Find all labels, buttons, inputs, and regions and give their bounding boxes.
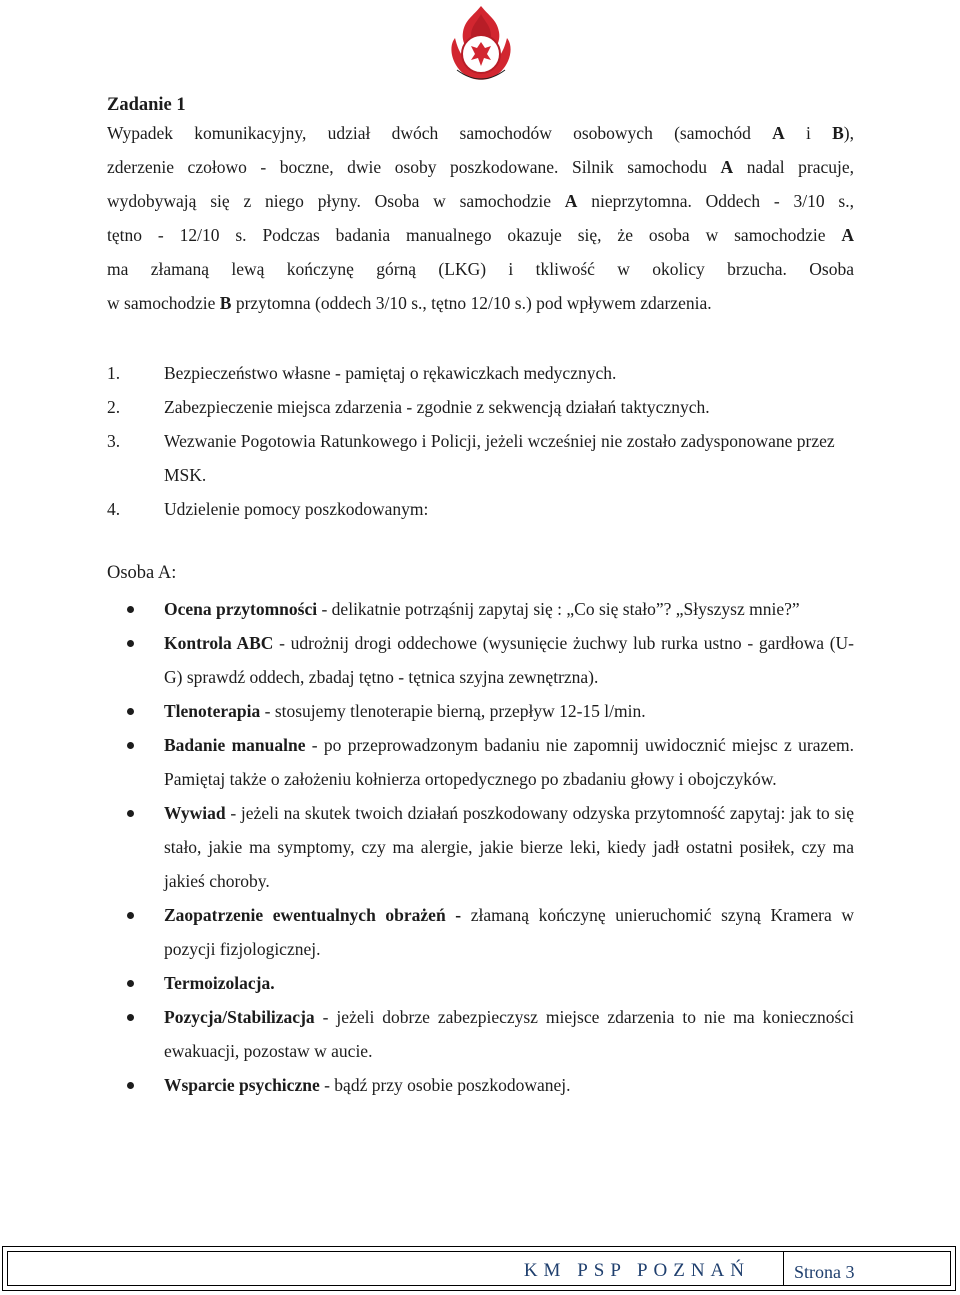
vehicle-label: B [832,123,844,143]
description-text: wydobywają się z niego płyny. Osoba w samochodzie [107,191,565,211]
description-text: przytomna (oddech 3/10 s., tętno 12/10 s.) pod wpływem zdarzenia. [231,293,712,313]
fire-service-emblem-icon [443,4,519,86]
person-a-actions-list [107,592,854,1102]
fire-service-logo [443,4,519,86]
description-line [107,218,854,252]
action-title: Pozycja/Stabilizacja [164,1007,315,1027]
description-line [107,252,854,286]
action-text: - udrożnij drogi oddechowe (wysunięcie żuchwy lub rurka ustno - gardłowa (U-G) sprawdź oddech, zbadaj tętno - tętnica szyjna zewnętrzna). [164,633,854,687]
step-item [107,356,854,390]
action-item [107,966,854,1000]
description-line [107,286,854,320]
action-title: Tlenoterapia [164,701,261,721]
action-item [107,796,854,898]
vehicle-label: B [219,293,232,313]
vehicle-label: A [841,225,854,245]
vehicle-label: A [720,157,734,177]
vehicle-label: A [772,123,785,143]
description-line [107,184,854,218]
step-text: Bezpieczeństwo własne - pamiętaj o rękawiczkach medycznych. [164,363,617,383]
step-number: 2. [107,397,121,417]
bullet-icon [127,606,134,613]
action-title: Zaopatrzenie ewentualnych obrażeń - [164,905,462,925]
action-item [107,1068,854,1102]
step-text: Udzielenie pomocy poszkodowanym: [164,499,429,519]
action-text: - delikatnie potrząśnij zapytaj się : „Co się stało”? „Słyszysz mnie?” [317,599,800,619]
description-text: w samochodzie [107,293,220,313]
action-item [107,592,854,626]
description-text: i [784,123,833,143]
action-text: - stosujemy tlenoterapie bierną, przepływ 12-15 l/min. [260,701,646,721]
step-item [107,390,854,424]
action-text: - bądź przy osobie poszkodowanej. [319,1075,571,1095]
description-text: Wypadek komunikacyjny, udział dwóch samochodów osobowych (samochód [107,123,773,143]
action-text: - po przeprowadzonym badaniu nie zapomnij uwidocznić miejsc z urazem. Pamiętaj także o założeniu kołnierza ortopedycznego po zbadaniu głowy i obojczyków. [164,735,854,789]
action-item [107,626,854,694]
task-description [107,116,854,320]
bullet-icon [127,742,134,749]
action-item [107,1000,854,1068]
step-item [107,424,854,492]
action-title: Kontrola ABC [164,633,274,653]
task-title: Zadanie 1 [107,95,186,115]
action-text: - jeżeli na skutek twoich działań poszkodowany odzyska przytomność zapytaj: jak to się stało, jakie ma symptomy, czy ma alergie, jakie bierze leki, kiedy jadł ostatni posiłek, czy ma jakieś choroby. [164,803,854,891]
step-number: 3. [107,431,121,451]
description-text: nieprzytomna. Oddech - 3/10 s., [577,191,854,211]
description-text: ma złamaną lewą kończynę górną (LKG) i tkliwość w okolicy brzucha. Osoba [107,259,854,279]
footer-brand: KM PSP POZNAŃ [523,1260,750,1281]
step-text: Zabezpieczenie miejsca zdarzenia - zgodnie z sekwencją działań taktycznych. [164,397,710,417]
action-title: Wywiad [164,803,226,823]
action-title: Termoizolacja. [164,973,275,993]
action-title: Wsparcie psychiczne [164,1075,320,1095]
bullet-icon [127,1082,134,1089]
action-item [107,728,854,796]
description-line [107,116,854,150]
action-item [107,694,854,728]
person-a-title: Osoba A: [107,563,177,583]
step-number: 1. [107,363,121,383]
step-text: Wezwanie Pogotowia Ratunkowego i Policji, jeżeli wcześniej nie zostało zadysponowane przez MSK. [164,431,835,485]
description-text: tętno - 12/10 s. Podczas badania manualnego okazuje się, że osoba w samochodzie [107,225,842,245]
step-item [107,492,854,526]
bullet-icon [127,1014,134,1021]
vehicle-label: A [564,191,578,211]
description-line [107,150,854,184]
action-title: Ocena przytomności [164,599,318,619]
step-number: 4. [107,499,121,519]
bullet-icon [127,810,134,817]
bullet-icon [127,980,134,987]
description-text: nadal pracuje, [733,157,855,177]
description-text: ), [843,123,854,143]
action-text: - jeżeli dobrze zabezpieczysz miejsce zdarzenia to nie ma konieczności ewakuacji, pozostaw w aucie. [164,1007,854,1061]
footer-divider [783,1252,784,1285]
bullet-icon [127,708,134,715]
action-text: złamaną kończynę unieruchomić szyną Kramera w pozycji fizjologicznej. [164,905,854,959]
page-footer [2,1246,956,1291]
action-title: Badanie manualne [164,735,306,755]
action-item [107,898,854,966]
steps-list [107,356,854,526]
description-text: zderzenie czołowo - boczne, dwie osoby poszkodowane. Silnik samochodu [107,157,721,177]
bullet-icon [127,912,134,919]
bullet-icon [127,640,134,647]
footer-frame [7,1251,951,1286]
footer-page-number: Strona 3 [794,1262,855,1282]
